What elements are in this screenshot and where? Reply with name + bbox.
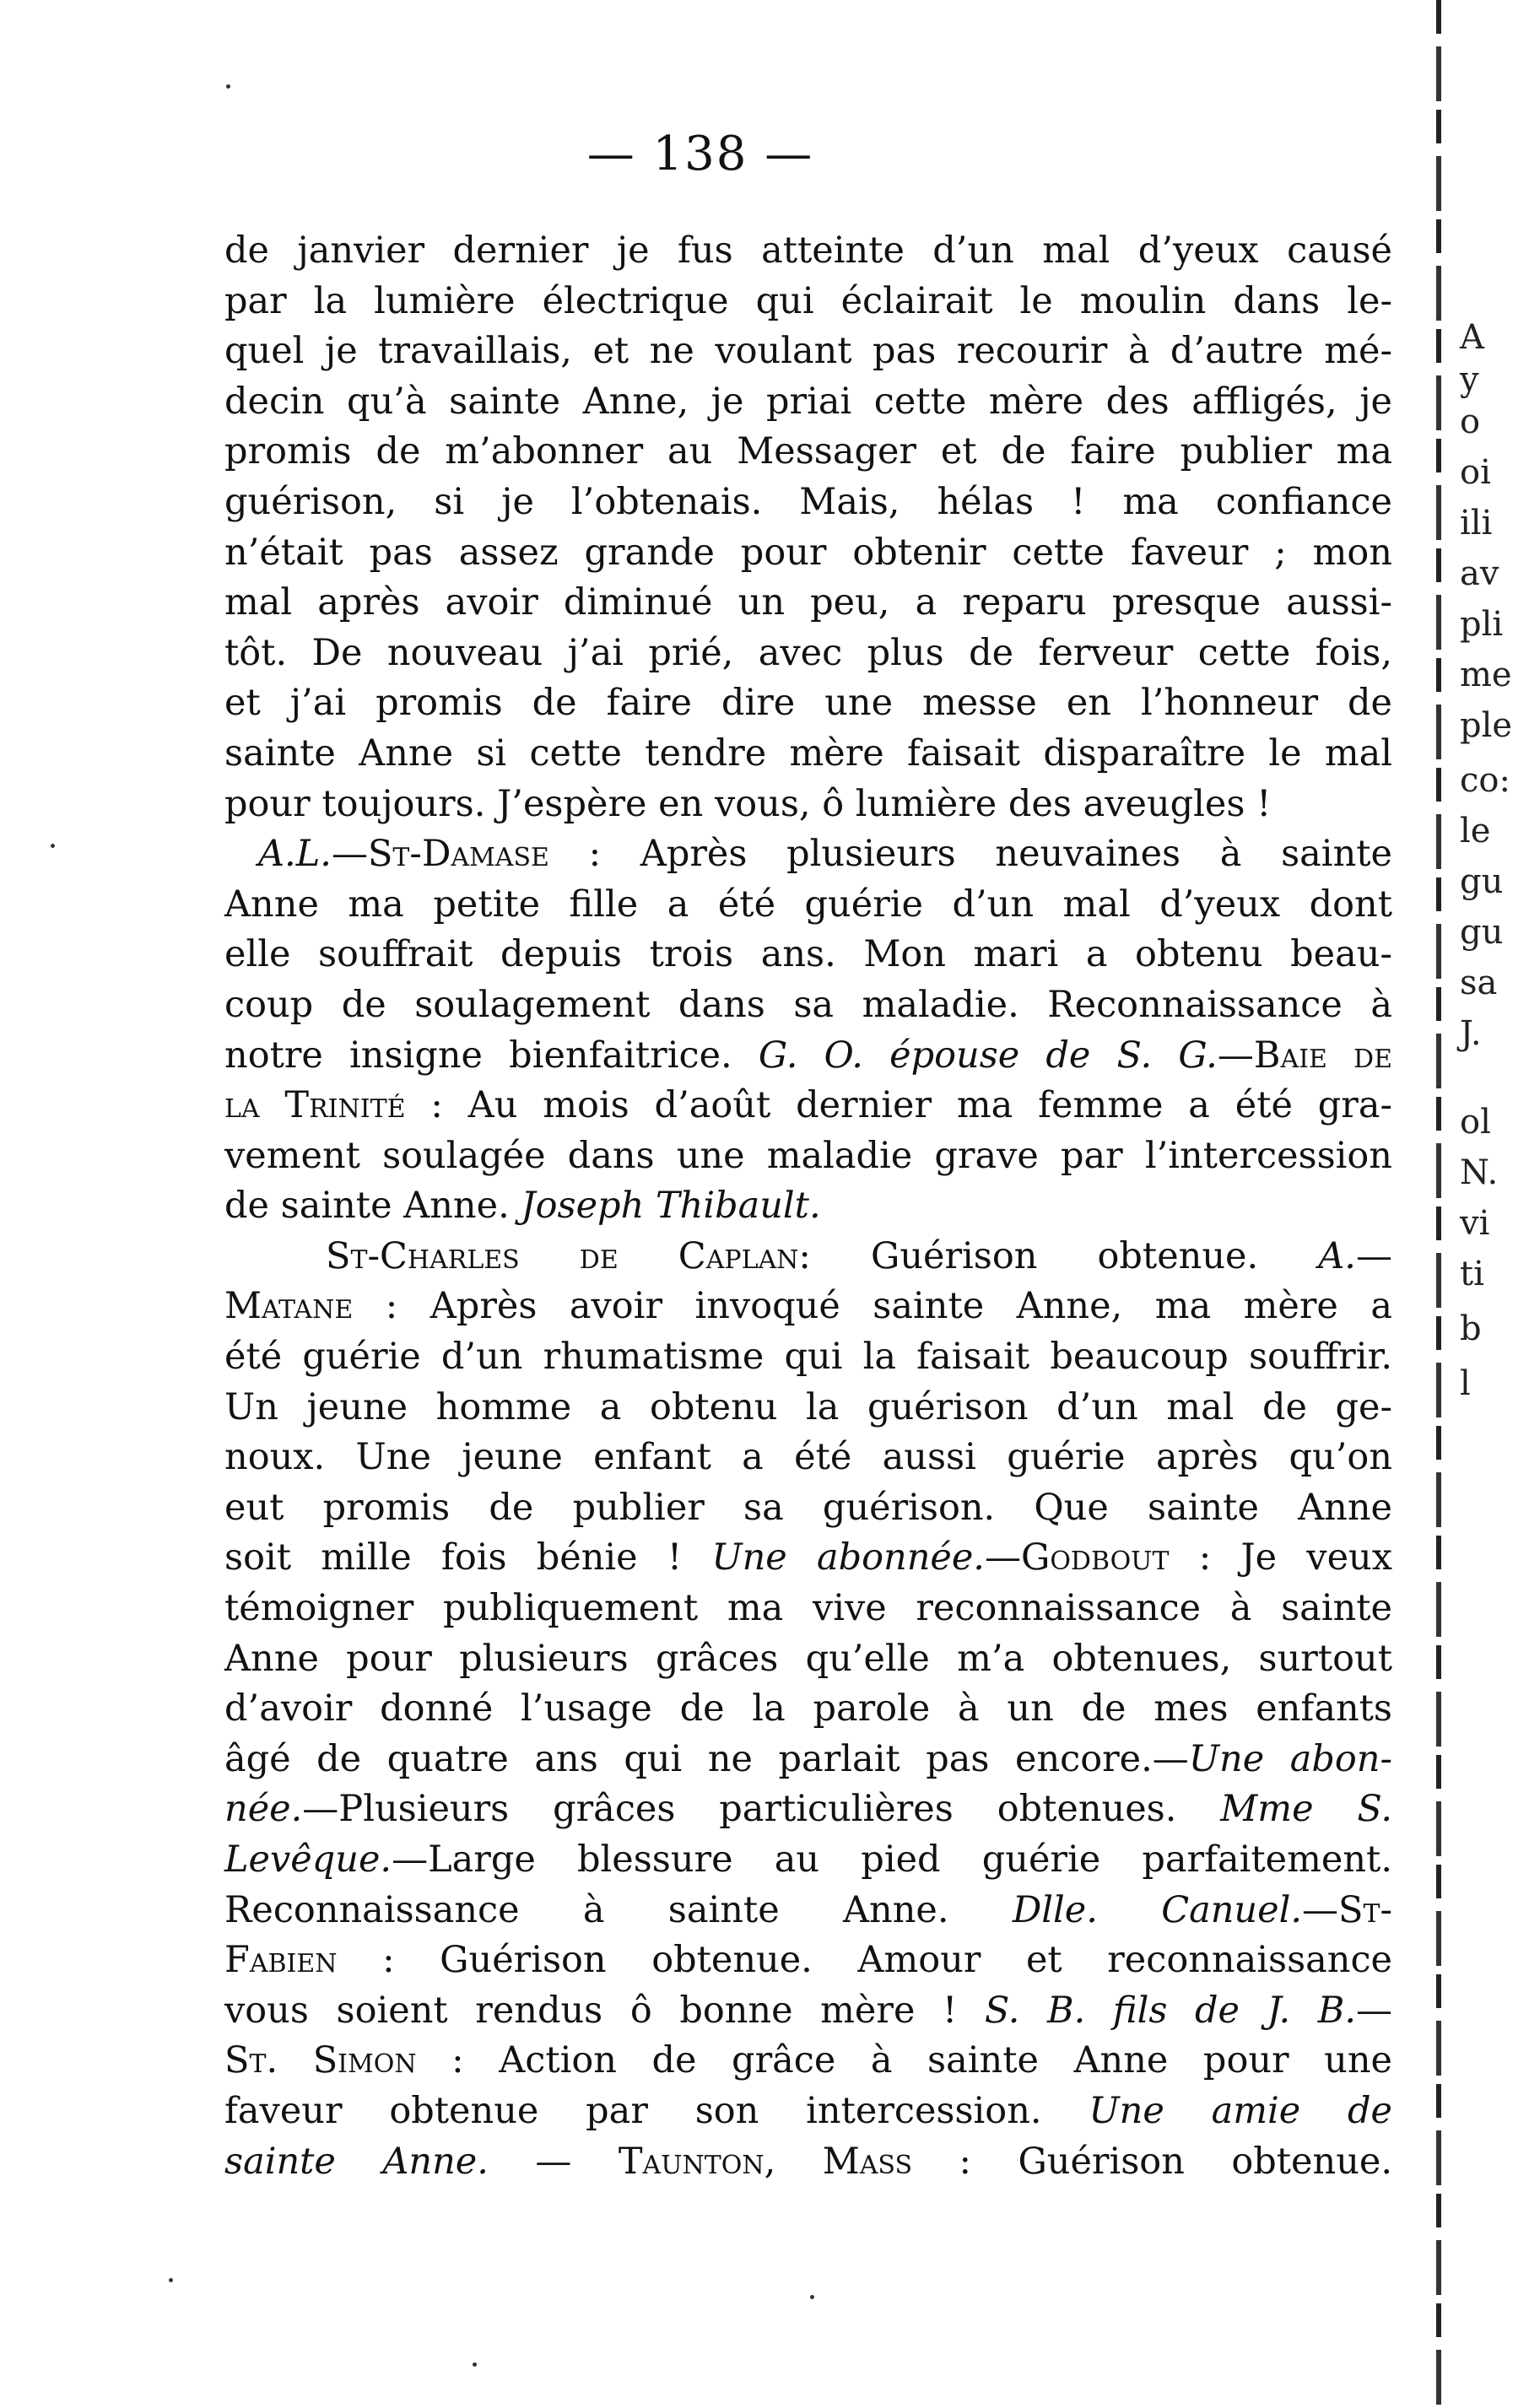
text-line: et j’ai promis de faire dire une messe en l’honneur de [224,682,1392,725]
text-line: née.—Plusieurs grâces particulières obtenues. Mme S. [224,1788,1392,1831]
text-line: par la lumière électrique qui éclairait le moulin dans le- [224,279,1392,322]
scan-speck [226,84,230,89]
signature: Levêque. [224,1838,392,1881]
scan-speck [51,844,55,848]
signature: Une amie de [1089,2089,1392,2132]
bleed-fragment: av [1460,554,1499,593]
signature: née. [224,1788,303,1831]
bleed-fragment: gu [1460,913,1504,952]
text-line: guérison, si je l’obtenais. Mais, hélas ! ma confiance [224,480,1392,523]
text-line: vous soient rendus ô bonne mère ! S. B. fils de J. B.— [224,1989,1392,2032]
text-line: Anne ma petite fille a été guérie d’un mal d’yeux dont [224,883,1392,926]
signature: Dlle. Canuel. [1012,1888,1302,1931]
text-line: sainte Anne. — Taunton, Mass : Guérison obtenue. [224,2140,1393,2183]
bleed-fragment: J. [1460,1014,1482,1053]
text-line: Anne pour plusieurs grâces qu’elle m’a obtenues, surtout [224,1637,1392,1680]
bleed-fragment: ple [1460,706,1513,745]
place-name: —Godbout [984,1536,1170,1579]
text-line: la Trinité : Au mois d’août dernier ma femme a été gra- [224,1084,1392,1127]
text-line: noux. Une jeune enfant a été aussi guérie après qu’on [224,1436,1392,1479]
bleed-fragment: co: [1460,761,1510,800]
text-line: Reconnaissance à sainte Anne. Dlle. Canuel.—St- [224,1888,1392,1931]
text-line: notre insigne bienfaitrice. G. O. épouse de S. G.—Baie de [224,1034,1392,1077]
bleed-fragment: l [1460,1364,1471,1403]
bleed-fragment: y [1460,360,1479,399]
page-tear [1436,0,1441,2408]
signature: G. O. épouse de S. G. [758,1034,1218,1077]
text-line: faveur obtenue par son intercession. Une amie de [224,2089,1392,2132]
signature: A.L. [258,833,332,876]
bleed-fragment: le [1460,812,1491,850]
page-number: — 138 — [586,127,814,181]
bleed-fragment: b [1460,1309,1482,1348]
signature: sainte Anne. [224,2140,489,2183]
bleed-fragment: gu [1460,862,1504,901]
bleed-fragment: N. [1460,1153,1499,1192]
text-line: eut promis de publier sa guérison. Que sainte Anne [224,1486,1392,1529]
place-name: —St- [1302,1888,1392,1931]
signature: Joseph Thibault. [521,1185,821,1228]
text-line: quel je travaillais, et ne voulant pas recourir à d’autre mé- [224,330,1392,373]
signature: A. [1318,1234,1356,1277]
bleed-fragment: pli [1460,605,1504,644]
text-line: âgé de quatre ans qui ne parlait pas encore.—Une abon- [224,1737,1393,1780]
bleed-fragment: ol [1460,1103,1491,1142]
place-name: —Baie de [1217,1034,1392,1077]
text-line: St. Simon : Action de grâce à sainte Anne pour une [224,2039,1392,2082]
place-name: —St-Damase [331,833,549,876]
text-line: St-Charles de Caplan: Guérison obtenue. A.— [326,1234,1392,1277]
text-line: decin qu’à sainte Anne, je priai cette mère des affligés, je [224,380,1392,423]
signature: Une abonnée. [711,1536,985,1579]
text-line: promis de m’abonner au Messager et de faire publier ma [224,430,1392,473]
place-name: St. Simon [224,2039,417,2082]
scan-speck [810,2295,814,2299]
text-line: elle souffrait depuis trois ans. Mon mari a obtenu beau- [224,933,1392,976]
bleed-fragment: A [1460,318,1484,357]
text-line: A.L.—St-Damase : Après plusieurs neuvaines à sainte [258,833,1392,876]
article-body [224,226,1392,2187]
scan-speck [169,2278,173,2282]
bleed-fragment: vi [1460,1204,1490,1243]
bleed-fragment: ili [1460,504,1493,543]
text-line: Fabien : Guérison obtenue. Amour et reconnaissance [224,1939,1392,1982]
text-line: Matane : Après avoir invoqué sainte Anne, ma mère a [224,1285,1392,1328]
scan-speck [473,2362,477,2367]
text-line: de janvier dernier je fus atteinte d’un mal d’yeux causé [224,229,1392,272]
place-name: Matane [224,1285,354,1328]
text-line: sainte Anne si cette tendre mère faisait disparaître le mal [224,732,1392,775]
signature: Mme S. [1220,1788,1392,1831]
signature: Une abon- [1188,1737,1393,1780]
text-line: été guérie d’un rhumatisme qui la faisait beaucoup souffrir. [224,1336,1392,1379]
text-line: d’avoir donné l’usage de la parole à un de mes enfants [224,1687,1392,1730]
text-line: n’était pas assez grande pour obtenir cette faveur ; mon [224,531,1392,574]
signature: S. B. fils de J. B. [984,1989,1356,2032]
text-line: pour toujours. J’espère en vous, ô lumière des aveugles ! [224,782,1272,825]
text-line: Un jeune homme a obtenu la guérison d’un mal de ge- [224,1385,1392,1428]
place-name: la Trinité [224,1084,406,1127]
place-name: Taunton, Mass [618,2140,913,2183]
text-line: de sainte Anne. Joseph Thibault. [224,1185,821,1228]
place-name: Fabien [224,1939,338,1982]
text-line: Levêque.—Large blessure au pied guérie parfaitement. [224,1838,1392,1881]
bleed-fragment: o [1460,402,1481,441]
text-line: tôt. De nouveau j’ai prié, avec plus de ferveur cette fois, [224,631,1392,674]
bleed-fragment: me [1460,656,1512,694]
text-line: soit mille fois bénie ! Une abonnée.—Godbout : Je veux [224,1536,1392,1579]
text-line: coup de soulagement dans sa maladie. Reconnaissance à [224,983,1392,1026]
torn-margin [1436,0,1529,2408]
bleed-fragment: oi [1460,453,1491,492]
bleed-fragment: ti [1460,1255,1484,1293]
text-line: témoigner publiquement ma vive reconnaissance à sainte [224,1587,1392,1630]
place-name: St-Charles de Caplan [326,1234,799,1277]
text-line: mal après avoir diminué un peu, a reparu presque aussi- [224,581,1392,624]
bleed-fragment: sa [1460,964,1498,1002]
text-line: vement soulagée dans une maladie grave par l’intercession [224,1134,1392,1177]
